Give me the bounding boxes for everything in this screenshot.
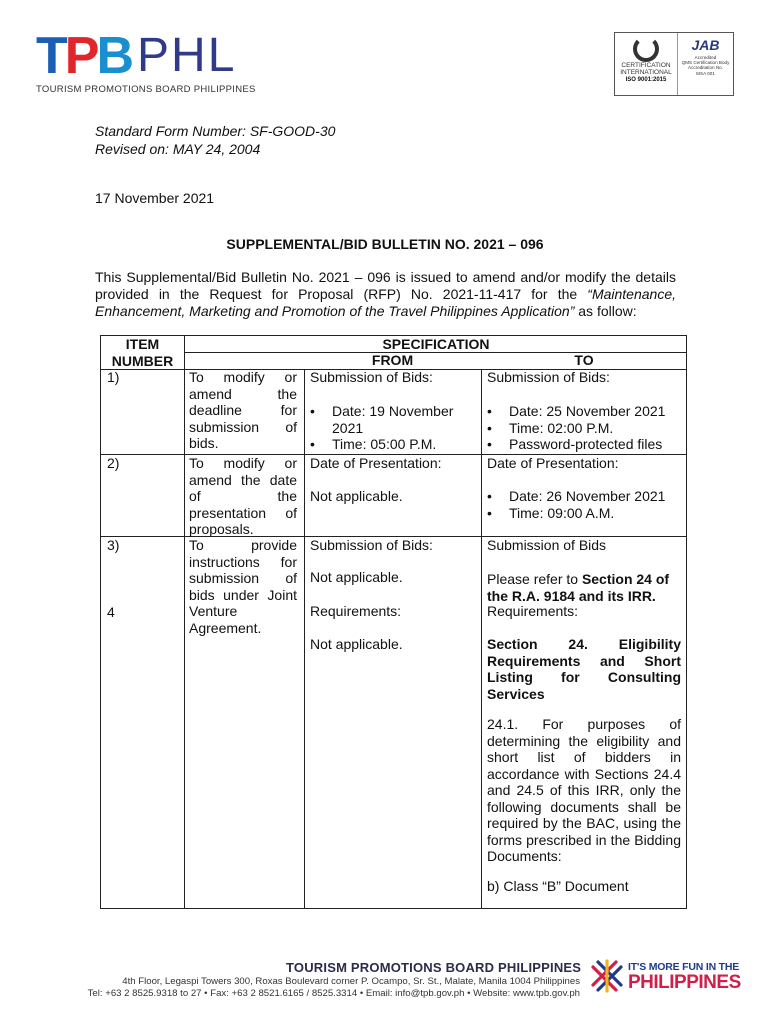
jab-text-4: MSA 001 [696, 70, 715, 76]
row2-to-heading: Date of Presentation: [487, 455, 619, 471]
bullet-icon: • [487, 436, 492, 452]
row1-to-bullet-2 [487, 420, 687, 437]
bullet-icon: • [310, 403, 315, 419]
bullet-icon: • [487, 403, 492, 419]
footer-org-name: TOURISM PROMOTIONS BOARD PHILIPPINES [286, 960, 582, 975]
intro-text: This Supplemental/Bid Bulletin No. 2021 – 096 is issued to amend and/or modify the details provided in the Request for Proposal (RFP) No. 2021-11-417 for the [95, 269, 676, 302]
jab-logo-icon: JAB [691, 37, 720, 53]
row4-to-section-heading: Section 24. Eligibility Requirements and Short Listing for Consulting Services [487, 636, 681, 702]
bullet-text: Date: 25 November 2021 [509, 403, 666, 419]
revised-date: Revised on: MAY 24, 2004 [95, 141, 261, 157]
row4-to-heading: Requirements: [487, 603, 579, 619]
row3-to-reference [487, 571, 682, 604]
jab-text-2: QMS Certification Body [681, 60, 730, 66]
ci-ring-icon [633, 36, 659, 62]
footer-contact: Tel: +63 2 8525.9318 to 27 • Fax: +63 2 8521.6165 / 8525.3314 • Email: info@tpb.gov.ph • Website: www.tpb.gov.ph [87, 988, 580, 999]
bullet-icon: • [310, 436, 315, 452]
more-fun-philippines-logo [590, 955, 740, 999]
row3-to-heading: Submission of Bids [487, 537, 607, 553]
row1-to-bullet-1 [487, 403, 687, 420]
specification-table [100, 335, 687, 909]
row2-item: 2) [107, 455, 120, 471]
col-divider-item [184, 336, 185, 908]
bulletin-title: SUPPLEMENTAL/BID BULLETIN NO. 2021 – 096 [226, 236, 544, 252]
row4-from-value: Not applicable. [310, 636, 403, 652]
row4-to-paragraph: 24.1. For purposes of determining the eligibility and short list of bidders in accordance with Sections 24.4 and 24.5 of this IRR, only the following documents shall be required by the BAC, using the forms prescribed in the Bidding Documents: [487, 716, 681, 864]
row2-description: To modify or amend the date of the presentation of proposals. [189, 455, 297, 537]
jab-accreditation-mark [678, 33, 733, 95]
intro-end: as follow: [574, 303, 637, 319]
logo-mark [36, 27, 276, 85]
row1-item: 1) [107, 369, 120, 385]
bullet-text: Time: 09:00 A.M. [509, 505, 615, 521]
row3-to-reference-bold: Section 24 of the R.A. 9184 and its IRR. [487, 571, 670, 604]
logo-letter-p: P [64, 27, 97, 85]
slogan-line2: PHILIPPINES [628, 972, 741, 993]
cert-line1: CERTIFICATION [621, 62, 671, 69]
row4-to-document: b) Class “B” Document [487, 878, 629, 894]
bullet-text: Password-protected files [509, 436, 663, 452]
bullet-icon: • [487, 488, 492, 504]
row3-from-heading: Submission of Bids: [310, 537, 433, 553]
row3-to-reference-text: Please refer to [487, 571, 582, 587]
row1-to-bullet-3 [487, 436, 687, 453]
row3-item: 3) [107, 537, 120, 553]
header-item-line1: ITEM [125, 336, 160, 352]
row2-to-bullet-1 [487, 488, 687, 505]
cert-line2: INTERNATIONAL [620, 69, 672, 76]
row1-from-bullet-1 [310, 403, 476, 436]
row4-item: 4 [107, 604, 115, 620]
row1-from-heading: Submission of Bids: [310, 369, 433, 385]
row1-from-bullet-2 [310, 436, 476, 453]
col-divider-desc [304, 369, 305, 908]
project-title: “Maintenance, Enhancement, Marketing and Promotion of the Travel Philippines Application” [95, 286, 676, 319]
footer-address: 4th Floor, Legaspi Towers 300, Roxas Boulevard corner P. Ocampo, Sr. St., Malate, Manila 1004 Philippines [122, 976, 580, 987]
row4-from-heading: Requirements: [310, 603, 402, 619]
bullet-icon: • [487, 505, 492, 521]
bullet-text: Date: 19 November 2021 [332, 403, 454, 436]
bullet-text: Time: 02:00 P.M. [509, 420, 614, 436]
weave-icon [590, 959, 624, 993]
form-number: Standard Form Number: SF-GOOD-30 [95, 123, 336, 139]
jab-text-3: Accreditation No. [688, 65, 723, 71]
row3-from-value: Not applicable. [310, 569, 403, 585]
row3-description: To provide instructions for submission of bids under Joint Venture Agreement. [189, 537, 297, 636]
jab-text-1: Accredited [694, 55, 717, 60]
header-item [101, 336, 184, 369]
row2-from-value: Not applicable. [310, 488, 403, 504]
logo-subtitle: TOURISM PROMOTIONS BOARD PHILIPPINES [36, 84, 256, 95]
row2-to-bullet-2 [487, 505, 687, 522]
document-date: 17 November 2021 [95, 190, 215, 206]
logo-letter-b: B [96, 27, 132, 85]
bullet-icon: • [487, 420, 492, 436]
bullet-text: Time: 05:00 P.M. [332, 436, 437, 452]
certification-badge [614, 32, 734, 96]
intro-paragraph [95, 269, 676, 320]
row1-to-heading: Submission of Bids: [487, 369, 610, 385]
tpb-phl-logo [36, 27, 276, 102]
header-from: FROM [371, 352, 414, 368]
slogan-line1: IT'S MORE FUN IN THE [628, 961, 740, 973]
row1-description: To modify or amend the deadline for submission of bids. [189, 369, 297, 451]
logo-suffix: PHL [137, 29, 237, 82]
header-item-line2: NUMBER [111, 352, 174, 369]
col-divider-from [481, 369, 482, 908]
header-to: TO [574, 352, 594, 368]
ci-certification-mark [615, 33, 678, 95]
cert-iso: ISO 9001:2015 [625, 77, 667, 83]
bullet-text: Date: 26 November 2021 [509, 488, 666, 504]
header-specification: SPECIFICATION [382, 336, 490, 352]
logo-letter-t: T [36, 27, 65, 85]
row2-from-heading: Date of Presentation: [310, 455, 442, 471]
